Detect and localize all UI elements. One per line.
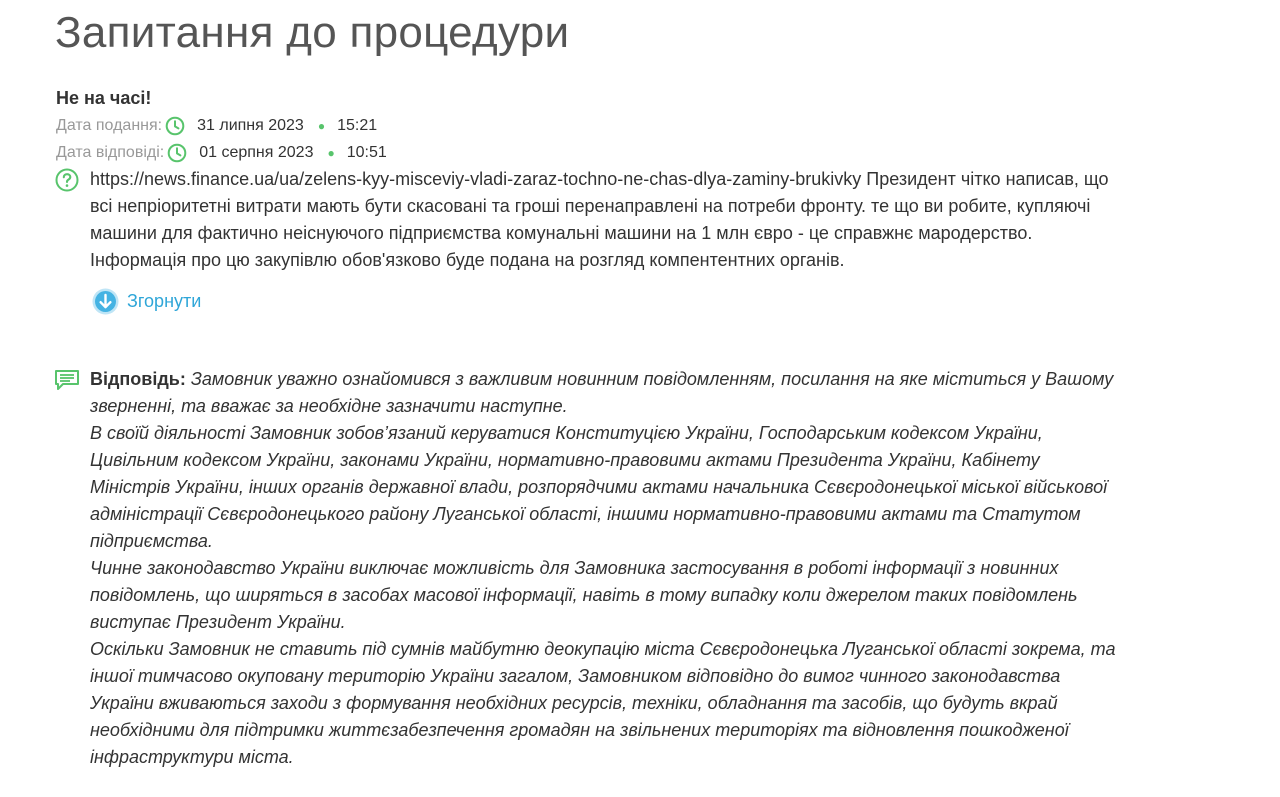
answered-date-row (56, 142, 387, 164)
clock-icon (165, 116, 185, 136)
answered-date: 01 серпня 2023 (199, 144, 314, 161)
chat-bubble-icon (54, 369, 80, 391)
submitted-label: Дата подання: (56, 117, 163, 134)
separator-dot: ● (327, 146, 335, 160)
question-text: https://news.finance.ua/ua/zelens-kyy-misceviy-vladi-zaraz-tochno-ne-chas-dlya-zaminy-brukivky Президент чітко написав, що всі непріоритетні витрати мають бути скасовані та гроші перенаправлені на потреби фронту. те що ви робите, купляючі машини для фактично неіснуючого підприємства комунальні машини на 1 млн євро - це справжнє мародерство. Інформація про цю закупівлю обов'язково буде подана на розгляд компентентних органів. (90, 169, 1109, 270)
question-circle-icon (55, 168, 79, 192)
question-subject: Не на часі! (56, 88, 152, 108)
answer-block (90, 366, 1120, 771)
arrow-down-circle-icon (92, 288, 119, 315)
answer-paragraph: Оскільки Замовник не ставить під сумнів майбутню деокупацію міста Сєвєродонецька Луганської області зокрема, та іншої тимчасово окуповану територію України загалом, Замовником відповідно до вимог чинного законодавства України вживаються заходи з формування необхідних ресурсів, техніки, обладнання та засобів, що будуть вкрай необхідними для підтримки життєзабезпечення громадян на звільнених територіях та відновлення пошкодженої інфраструктури міста. (90, 639, 1116, 767)
submitted-date: 31 липня 2023 (197, 117, 304, 134)
answered-time: 10:51 (346, 144, 387, 161)
answer-text: Замовник уважно ознайомився з важливим новинним повідомленням, посилання на яке міститься у Вашому зверненні, та вважає за необхідне зазначити наступне. (90, 369, 1114, 416)
collapse-button[interactable] (92, 288, 201, 315)
collapse-label: Згорнути (127, 291, 202, 311)
answer-label: Відповідь: (90, 369, 186, 389)
answer-paragraph: Чинне законодавство України виключає можливість для Замовника застосування в роботі інформації з новинних повідомлень, що ширяться в засобах масової інформації, навіть в тому випадку коли джерелом таких повідомлень виступає Президент України. (90, 558, 1078, 632)
clock-icon (167, 143, 187, 163)
answer-paragraph: В своїй діяльності Замовник зобов’язаний керуватися Конституцією України, Господарським кодексом України, Цивільним кодексом України, законами України, нормативно-правовими актами Президента України, Кабінету Міністрів України, інших органів державної влади, розпорядчими актами начальника Сєвєродонецької міської військової адміністрації Сєвєродонецького району Луганської області, іншими нормативно-правовими актами та Статутом підприємства. (90, 423, 1108, 551)
separator-dot: ● (317, 119, 326, 133)
answer-paragraph (90, 366, 1120, 420)
submitted-time: 15:21 (337, 117, 378, 134)
page-title: Запитання до процедури (55, 8, 570, 57)
submitted-date-row (56, 115, 377, 137)
answered-label: Дата відповіді: (56, 144, 165, 161)
